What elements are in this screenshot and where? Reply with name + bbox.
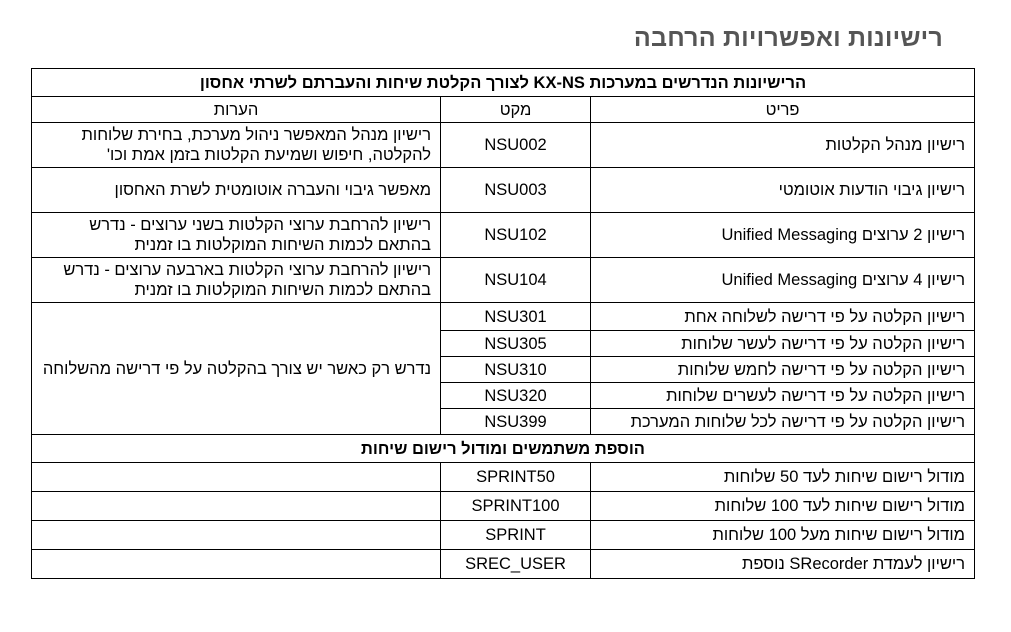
section-title-licenses: הרישיונות הנדרשים במערכות KX-NS לצורך הקלטת שיחות והעברתם לשרתי אחסון xyxy=(32,69,975,97)
section-header-row xyxy=(32,69,975,97)
note-cell: רישיון להרחבת ערוצי הקלטות בארבעה ערוצים - נדרש בהתאם לכמות השיחות המוקלטות בו זמנית xyxy=(32,258,441,303)
item-cell: מודול רישום שיחות מעל 100 שלוחות xyxy=(591,521,975,550)
note-cell: רישיון מנהל המאפשר ניהול מערכת, בחירת שלוחות להקלטה, חיפוש ושמיעת הקלטות בזמן אמת וכו' xyxy=(32,123,441,168)
note-cell xyxy=(32,521,441,550)
table-row xyxy=(32,463,975,492)
note-cell: רישיון להרחבת ערוצי הקלטות בשני ערוצים - נדרש בהתאם לכמות השיחות המוקלטות בו זמנית xyxy=(32,213,441,258)
table-row xyxy=(32,550,975,579)
item-cell: רישיון 2 ערוצים Unified Messaging xyxy=(591,213,975,258)
note-cell xyxy=(32,492,441,521)
code-cell: NSU003 xyxy=(441,168,591,213)
code-cell: SREC_USER xyxy=(441,550,591,579)
item-cell: רישיון הקלטה על פי דרישה לעשרים שלוחות xyxy=(591,383,975,409)
table-row xyxy=(32,303,975,331)
code-cell: NSU310 xyxy=(441,357,591,383)
on-demand-note-cell: נדרש רק כאשר יש צורך בהקלטה על פי דרישה מהשלוחה xyxy=(32,303,441,435)
column-header-row xyxy=(32,97,975,123)
item-cell: רישיון מנהל הקלטות xyxy=(591,123,975,168)
note-cell xyxy=(32,463,441,492)
table-row xyxy=(32,521,975,550)
column-header-code: מקט xyxy=(441,97,591,123)
item-cell: מודול רישום שיחות לעד 100 שלוחות xyxy=(591,492,975,521)
item-cell: רישיון לעמדת SRecorder נוספת xyxy=(591,550,975,579)
code-cell: NSU104 xyxy=(441,258,591,303)
code-cell: NSU305 xyxy=(441,331,591,357)
code-cell: NSU102 xyxy=(441,213,591,258)
note-cell: מאפשר גיבוי והעברה אוטומטית לשרת האחסון xyxy=(32,168,441,213)
section-title-users: הוספת משתמשים ומודול רישום שיחות xyxy=(32,435,975,463)
item-cell: מודול רישום שיחות לעד 50 שלוחות xyxy=(591,463,975,492)
table-row xyxy=(32,492,975,521)
column-header-item: פריט xyxy=(591,97,975,123)
licenses-table xyxy=(31,68,975,579)
code-cell: SPRINT50 xyxy=(441,463,591,492)
item-cell: רישיון 4 ערוצים Unified Messaging xyxy=(591,258,975,303)
item-cell: רישיון הקלטה על פי דרישה לשלוחה אחת xyxy=(591,303,975,331)
code-cell: NSU002 xyxy=(441,123,591,168)
item-cell: רישיון הקלטה על פי דרישה לכל שלוחות המערכת xyxy=(591,409,975,435)
code-cell: SPRINT xyxy=(441,521,591,550)
column-header-notes: הערות xyxy=(32,97,441,123)
code-cell: NSU399 xyxy=(441,409,591,435)
section-header-row xyxy=(32,435,975,463)
note-cell xyxy=(32,550,441,579)
table-row xyxy=(32,168,975,213)
page-title: רישיונות ואפשרויות הרחבה xyxy=(633,24,943,52)
table-row xyxy=(32,123,975,168)
code-cell: SPRINT100 xyxy=(441,492,591,521)
item-cell: רישיון גיבוי הודעות אוטומטי xyxy=(591,168,975,213)
item-cell: רישיון הקלטה על פי דרישה לחמש שלוחות xyxy=(591,357,975,383)
table-row xyxy=(32,258,975,303)
code-cell: NSU301 xyxy=(441,303,591,331)
code-cell: NSU320 xyxy=(441,383,591,409)
item-cell: רישיון הקלטה על פי דרישה לעשר שלוחות xyxy=(591,331,975,357)
table-row xyxy=(32,213,975,258)
